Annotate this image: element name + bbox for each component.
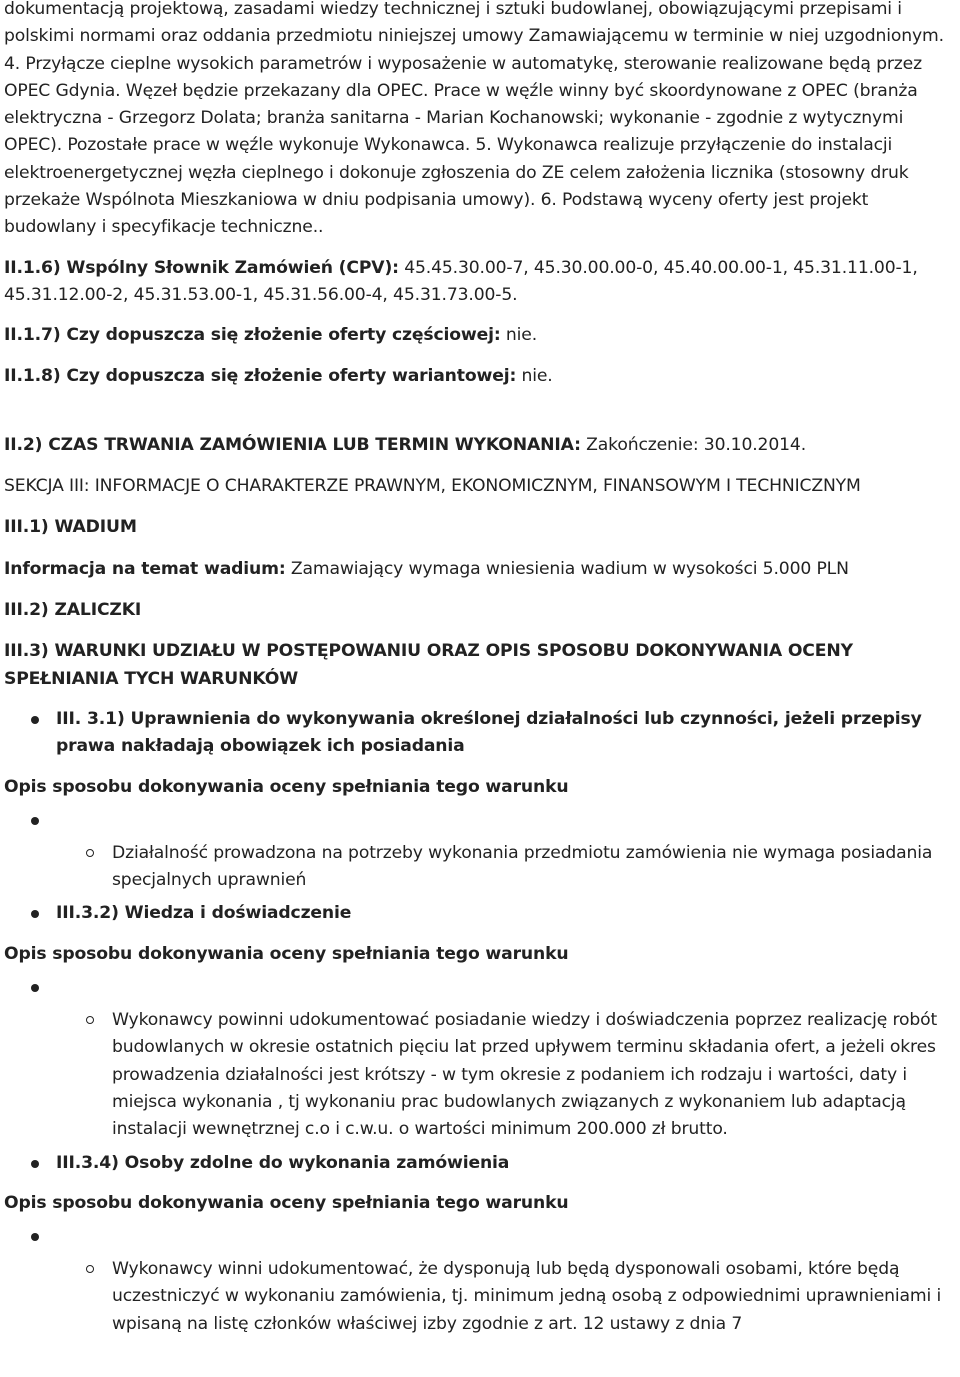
duration-value: Zakończenie: 30.10.2014. bbox=[580, 434, 807, 455]
warunki-heading: III.3) WARUNKI UDZIAŁU W POSTĘPOWANIU ORAZ OPIS SPOSOBU DOKONYWANIA OCENY SPEŁNIANIA TYCH WARUNKÓW bbox=[4, 641, 853, 689]
wadium-heading: III.1) WADIUM bbox=[4, 517, 137, 538]
condition-item bbox=[4, 1150, 956, 1177]
condition-item bbox=[4, 706, 956, 761]
condition-title: III.3.2) Wiedza i doświadczenie bbox=[56, 903, 352, 924]
empty-list-item bbox=[4, 807, 956, 834]
bullet-icon bbox=[31, 1233, 39, 1241]
document-page bbox=[4, 0, 956, 1338]
wadium-label: Informacja na temat wadium: bbox=[4, 558, 286, 579]
circle-bullet-icon bbox=[86, 1016, 94, 1024]
variant-offer-label: II.1.8) Czy dopuszcza się złożenie oferty wariantowej: bbox=[4, 365, 517, 386]
circle-bullet-icon bbox=[86, 849, 94, 857]
empty-list-item bbox=[4, 974, 956, 1001]
zaliczki-heading: III.2) ZALICZKI bbox=[4, 600, 142, 621]
intro-paragraph: dokumentacją projektową, zasadami wiedzy technicznej i sztuki budowlanej, obowiązującymi przepisami i polskimi normami oraz oddania przedmiotu niniejszej umowy Zamawiającemu w terminie w niej uzgodnionym. 4. Przyłącze cieplne wysokich parametrów i wyposażenie w automatykę, sterowanie realizowane będą przez OPEC Gdynia. Węzeł będzie przekazany dla OPEC. Prace w węźle winny być skoordynowane z OPEC (branża elektryczna - Grzegorz Dolata; branża sanitarna - Marian Kochanowski; wykonanie - zgodnie z wytycznymi OPEC). Pozostałe prace w węźle wykonuje Wykonawca. 5. Wykonawca realizuje przyłączenie do instalacji elektroenergetycznej węzła cieplnego i dokonuje zgłoszenia do ZE celem założenia licznika (stosowny druk przekaże Wspólnota Mieszkaniowa w dniu podpisania umowy). 6. Podstawą wyceny oferty jest projekt budowlany i specyfikacje techniczne.. bbox=[4, 0, 944, 238]
bullet-icon bbox=[31, 716, 39, 724]
cpv-line bbox=[4, 255, 956, 310]
condition-detail: Działalność prowadzona na potrzeby wykonania przedmiotu zamówienia nie wymaga posiadania specjalnych uprawnień bbox=[112, 842, 933, 891]
section-3-heading: SEKCJA III: INFORMACJE O CHARAKTERZE PRAWNYM, EKONOMICZNYM, FINANSOWYM I TECHNICZNYM bbox=[4, 476, 861, 497]
condition-detail: Wykonawcy winni udokumentować, że dysponują lub będą dysponowali osobami, które będą uczestniczyć w wykonaniu zamówienia, tj. minimum jedną osobą z odpowiednimi uprawnieniami i wpisaną na listę członków właściwej izby zgodnie z art. 12 ustawy z dnia 7 bbox=[112, 1259, 942, 1334]
condition-title: III.3.4) Osoby zdolne do wykonania zamówienia bbox=[56, 1152, 510, 1173]
condition-assessment-label: Opis sposobu dokonywania oceny spełniania tego warunku bbox=[4, 776, 569, 797]
bullet-icon bbox=[31, 1160, 39, 1168]
variant-offer-value: nie. bbox=[516, 365, 553, 386]
condition-assessment-label: Opis sposobu dokonywania oceny spełniania tego warunku bbox=[4, 1192, 569, 1213]
wadium-value: Zamawiający wymaga wniesienia wadium w wysokości 5.000 PLN bbox=[285, 558, 849, 579]
bullet-icon bbox=[31, 910, 39, 918]
partial-offer-label: II.1.7) Czy dopuszcza się złożenie oferty częściowej: bbox=[4, 325, 501, 346]
duration-label: II.2) CZAS TRWANIA ZAMÓWIENIA LUB TERMIN WYKONANIA: bbox=[4, 434, 581, 455]
circle-bullet-icon bbox=[86, 1265, 94, 1273]
bullet-icon bbox=[31, 817, 39, 825]
variant-offer-line bbox=[4, 363, 956, 390]
condition-detail-item bbox=[4, 840, 956, 895]
cpv-value: 45.45.30.00-7, 45.30.00.00-0, 45.40.00.00-1, 45.31.11.00-1, 45.31.12.00-2, 45.31.53.00-1, 45.31.56.00-4, 45.31.73.00-5. bbox=[4, 257, 918, 305]
empty-list-item bbox=[4, 1223, 956, 1250]
condition-detail: Wykonawcy powinni udokumentować posiadanie wiedzy i doświadczenia poprzez realizację robót budowlanych w okresie ostatnich pięciu lat przed upływem terminu składania ofert, a jeżeli okres prowadzenia działalności jest krótszy - w tym okresie z podaniem ich rodzaju i wartości, daty i miejsca wykonania , tj wykonaniu prac budowlanych związanych z wykonaniem lub adaptacją instalacji wewnętrznej c.o i c.w.u. o wartości minimum 200.000 zł brutto. bbox=[112, 1010, 938, 1140]
condition-detail-item bbox=[4, 1256, 956, 1338]
condition-title: III. 3.1) Uprawnienia do wykonywania określonej działalności lub czynności, jeżeli przepisy prawa nakładają obowiązek ich posiadania bbox=[56, 708, 922, 757]
condition-item bbox=[4, 900, 956, 927]
condition-assessment-label: Opis sposobu dokonywania oceny spełniania tego warunku bbox=[4, 943, 569, 964]
partial-offer-line bbox=[4, 322, 956, 349]
cpv-label: II.1.6) Wspólny Słownik Zamówień (CPV): bbox=[4, 257, 399, 278]
condition-detail-item bbox=[4, 1007, 956, 1143]
bullet-icon bbox=[31, 984, 39, 992]
wadium-info-line bbox=[4, 556, 956, 583]
partial-offer-value: nie. bbox=[500, 325, 538, 346]
duration-line bbox=[4, 432, 956, 459]
